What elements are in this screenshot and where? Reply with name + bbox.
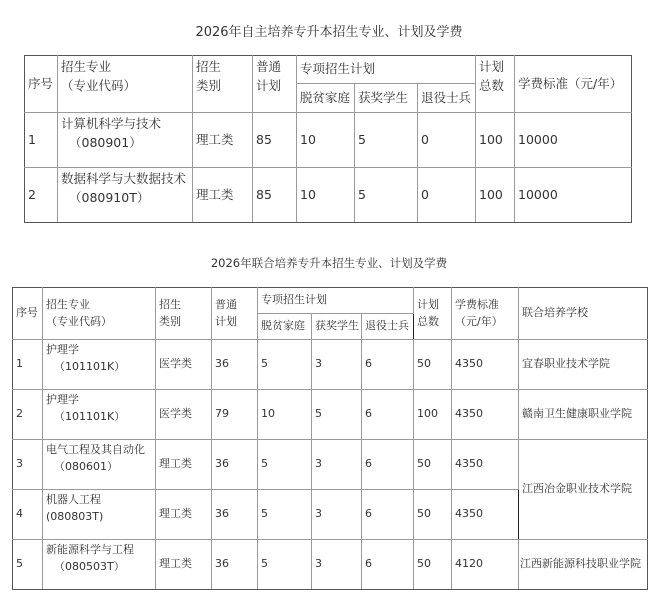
cell-category: 医学类 [156,390,212,440]
cell-tuition: 10000 [515,113,632,168]
cell-tuition: 4350 [452,340,519,390]
cell-major [43,390,156,440]
cell-category: 理工类 [156,440,212,490]
cell-veteran: 6 [362,540,414,590]
cell-veteran: 0 [418,113,476,168]
cell-veteran: 6 [362,440,414,490]
cell-tuition: 4120 [452,540,519,590]
table1-title: 2026年自主培养专升本招生专业、计划及学费 [195,25,463,40]
cell-regular: 36 [212,540,258,590]
header-category-line2: 类别 [159,314,181,328]
table-row [13,340,648,390]
cell-regular: 36 [212,340,258,390]
header-seq: 序号 [13,288,43,340]
cell-major-code: (080803T) [46,509,104,523]
header-category-line1: 招生 [196,59,222,74]
cell-poverty: 10 [258,390,312,440]
header-major-code-label: （专业代码） [46,314,112,328]
cell-major [43,540,156,590]
header-total-line2: 总数 [417,314,440,328]
cell-major [43,340,156,390]
cell-major-name: 护理学 [46,343,79,356]
cell-major-name: 计算机科学与技术 [61,116,162,131]
cell-school: 赣南卫生健康职业学院 [519,390,648,440]
cell-major [43,490,156,540]
cell-seq: 2 [13,390,43,440]
cell-poverty: 5 [258,440,312,490]
header-category [193,56,253,113]
header-poverty: 脱贫家庭 [297,84,355,113]
header-tuition: 学费标准（元/年） [515,56,632,113]
header-total [414,288,452,340]
header-major-label: 招生专业 [46,298,90,311]
cell-major-name: 电气工程及其自动化 [46,443,145,456]
header-major [43,288,156,340]
cell-major-name: 护理学 [46,393,79,406]
header-total-line1: 计划 [479,59,505,74]
cell-total: 100 [414,390,452,440]
cell-category: 理工类 [156,490,212,540]
header-regular-line1: 普通 [256,59,282,74]
cell-major-name: 机器人工程 [46,493,101,506]
cell-veteran: 6 [362,340,414,390]
header-major-label: 招生专业 [61,59,112,74]
header-poverty: 脱贫家庭 [258,314,312,340]
cell-regular: 36 [212,490,258,540]
table-row [13,440,648,490]
cell-total: 100 [476,168,515,223]
table-row [13,540,648,590]
header-veteran: 退役士兵 [418,84,476,113]
cell-seq: 5 [13,540,43,590]
header-regular-line1: 普通 [215,298,237,311]
cell-poverty: 10 [297,168,355,223]
cell-major-code: （080601） [54,459,118,473]
cell-category: 理工类 [193,168,253,223]
header-major-code-label: （专业代码） [61,77,137,93]
cell-regular: 79 [212,390,258,440]
header-seq: 序号 [25,56,58,113]
cell-category: 理工类 [156,540,212,590]
cell-poverty: 10 [297,113,355,168]
cell-poverty: 5 [258,490,312,540]
header-school: 联合培养学校 [519,288,648,340]
cell-major-code: （101101K） [54,359,126,373]
header-tuition-line1: 学费标准 [455,298,500,311]
self-training-enrollment-table [24,55,632,223]
cell-school: 江西冶金职业技术学院 [519,440,648,540]
header-regular-line2: 计划 [256,77,282,93]
header-category [156,288,212,340]
cell-award: 5 [355,113,418,168]
cell-seq: 1 [25,113,58,168]
header-regular-plan [253,56,297,113]
cell-major [58,168,193,223]
header-tuition-line2: （元/年） [455,314,503,328]
table-row [25,113,632,168]
cell-tuition: 4350 [452,440,519,490]
joint-training-enrollment-table [12,287,648,590]
cell-major [58,113,193,168]
header-total-line2: 总数 [479,77,505,93]
header-total-line1: 计划 [417,298,440,311]
table2-title: 2026年联合培养专升本招生专业、计划及学费 [210,256,448,270]
cell-veteran: 0 [418,168,476,223]
cell-award: 3 [312,490,362,540]
cell-major [43,440,156,490]
cell-seq: 2 [25,168,58,223]
cell-school: 江西新能源科技职业学院 [519,540,648,590]
cell-major-code: （101101K） [54,409,126,423]
cell-total: 50 [414,340,452,390]
table1-header-row [25,56,632,84]
cell-award: 3 [312,340,362,390]
cell-major-name: 新能源科学与工程 [46,543,134,556]
cell-major-name: 数据科学与大数据技术 [61,171,187,186]
table2-header-row [13,288,648,314]
cell-major-code: （080901） [69,134,142,150]
cell-award: 3 [312,440,362,490]
cell-category: 理工类 [193,113,253,168]
table-row [25,168,632,223]
header-special-plan: 专项招生计划 [297,56,476,84]
cell-seq: 4 [13,490,43,540]
header-special-plan: 专项招生计划 [258,288,414,314]
cell-veteran: 6 [362,390,414,440]
cell-tuition: 4350 [452,490,519,540]
cell-seq: 1 [13,340,43,390]
header-award: 获奖学生 [312,314,362,340]
header-major [58,56,193,113]
cell-regular: 36 [212,440,258,490]
cell-award: 3 [312,540,362,590]
cell-major-code: （080503T） [54,559,125,573]
cell-total: 50 [414,440,452,490]
cell-regular: 85 [253,113,297,168]
cell-award: 5 [312,390,362,440]
cell-poverty: 5 [258,540,312,590]
table-row [13,390,648,440]
header-category-line2: 类别 [196,77,222,93]
header-regular-plan [212,288,258,340]
cell-total: 50 [414,540,452,590]
header-category-line1: 招生 [159,298,181,311]
cell-regular: 85 [253,168,297,223]
cell-tuition: 10000 [515,168,632,223]
cell-tuition: 4350 [452,390,519,440]
cell-category: 医学类 [156,340,212,390]
cell-school: 宜春职业技术学院 [519,340,648,390]
cell-seq: 3 [13,440,43,490]
cell-total: 50 [414,490,452,540]
header-regular-line2: 计划 [215,314,237,328]
cell-poverty: 5 [258,340,312,390]
cell-award: 5 [355,168,418,223]
cell-major-code: （080910T） [69,189,150,205]
cell-veteran: 6 [362,490,414,540]
header-tuition [452,288,519,340]
cell-total: 100 [476,113,515,168]
header-award: 获奖学生 [355,84,418,113]
header-veteran: 退役士兵 [362,314,414,340]
header-total [476,56,515,113]
